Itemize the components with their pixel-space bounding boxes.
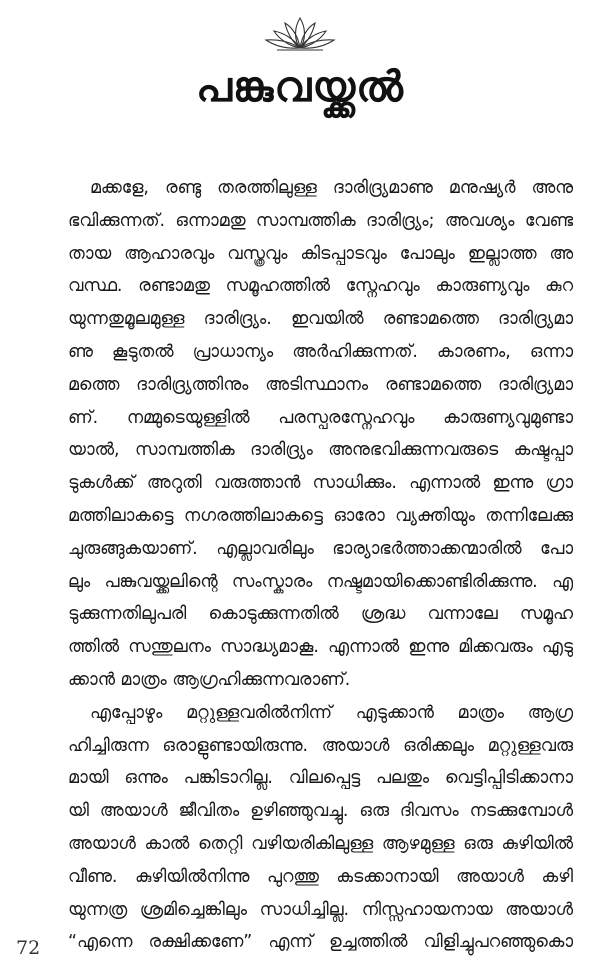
text-line: “എന്നെ രക്ഷിക്കണേ” എന്ന് ഉച്ചത്തിൽ വിളിച്ചുപറഞ്ഞുകൊ [68, 932, 573, 953]
text-line: എപ്പോഴും മറ്റുള്ളവരിൽനിന്ന് എടുക്കാൻ മാത്രം ആഗ്ര [90, 702, 573, 723]
page-number: 72 [16, 937, 41, 959]
text-line: ഹിച്ചിരുന്ന ഒരാളുണ്ടായിരുന്നു. അയാൾ ഒരിക്കലും മറ്റുള്ളവരു [68, 735, 573, 756]
paragraph-2 [68, 697, 573, 959]
text-line: ടുകൾക്ക് അറുതി വരുത്താൻ സാധിക്കും. എന്നാൽ ഇന്നു ഗ്രാ [68, 473, 573, 494]
text-line: ടുക്കുന്നതിലുപരി കൊടുക്കുന്നതിൽ ശ്രദ്ധ വന്നാലേ സമൂഹ [68, 604, 573, 625]
text-line: ചുരുങ്ങുകയാണ്. എല്ലാവരിലും ഭാര്യാഭർത്താക്കന്മാരിൽ പോ [68, 538, 573, 559]
text-line: ത്തിൽ സന്തുലനം സാദ്ധ്യമാകൂ. എന്നാൽ ഇന്നു മിക്കവരും എടു [68, 637, 573, 658]
text-line: ക്കാൻ മാത്രം ആഗ്രഹിക്കുന്നവരാണ്. [68, 669, 351, 690]
paragraph-1 [68, 172, 573, 697]
text-line: തായ ആഹാരവും വസ്ത്രവും കിടപ്പാടവും പോലും ഇല്ലാത്ത അ [68, 243, 573, 264]
text-line: വീണു. കുഴിയിൽനിന്നു പുറത്തു കടക്കാനായി അയാൾ കഴി [68, 866, 573, 887]
text-line: മത്തെ ദാരിദ്ര്യത്തിനും അടിസ്ഥാനം രണ്ടാമത്തെ ദാരിദ്ര്യമാ [68, 374, 573, 395]
lotus-icon [263, 14, 337, 52]
text-line: ണ്. നമ്മുടെയുള്ളിൽ പരസ്പരസ്നേഹവും കാരുണ്യവുമുണ്ടാ [68, 407, 573, 428]
text-line: യി അയാൾ ജീവിതം ഉഴിഞ്ഞുവച്ചു. ഒരു ദിവസം നടക്കുമ്പോൾ [68, 801, 573, 822]
body-text [68, 172, 573, 959]
text-line: ലും പങ്കുവയ്ക്കലിന്റെ സംസ്കാരം നഷ്ടമായിക്കൊണ്ടിരിക്കുന്നു. എ [68, 571, 573, 592]
text-line: മായി ഒന്നും പങ്കിടാറില്ല. വിലപ്പെട്ട പലതും വെട്ടിപ്പിടിക്കാനാ [68, 768, 573, 789]
text-line: യുന്നത്ര ശ്രമിച്ചെങ്കിലും സാധിച്ചില്ല. നിസ്സഹായനായ അയാൾ [68, 899, 573, 920]
text-line: ണു കൂടുതൽ പ്രാധാന്യം അർഹിക്കുന്നത്. കാരണം, ഒന്നാ [68, 341, 573, 362]
text-line: വസ്ഥ. രണ്ടാമതു സമൂഹത്തിൽ സ്നേഹവും കാരുണ്യവും കുറ [68, 276, 573, 297]
chapter-title: പങ്കുവയ്ക്കൽ [196, 62, 404, 111]
text-line: ഭവിക്കുന്നത്. ഒന്നാമതു സാമ്പത്തിക ദാരിദ്ര്യം; അവശ്യം വേണ്ട [68, 210, 573, 231]
text-line: അയാൾ കാൽ തെറ്റി വഴിയരികിലുള്ള ആഴമുള്ള ഒരു കുഴിയിൽ [68, 833, 573, 854]
text-line: മത്തിലാകട്ടെ നഗരത്തിലാകട്ടെ ഓരോ വ്യക്തിയും തന്നിലേക്കു [68, 505, 573, 526]
text-line: യാൽ, സാമ്പത്തിക ദാരിദ്ര്യം അനുഭവിക്കുന്നവരുടെ കഷ്ടപ്പാ [68, 440, 573, 461]
text-line: യുന്നതുമൂലമുള്ള ദാരിദ്ര്യം. ഇവയിൽ രണ്ടാമത്തെ ദാരിദ്ര്യമാ [68, 309, 573, 330]
text-line: മക്കളേ, രണ്ടു തരത്തിലുള്ള ദാരിദ്ര്യമാണു മനുഷ്യർ അനു [90, 178, 573, 198]
